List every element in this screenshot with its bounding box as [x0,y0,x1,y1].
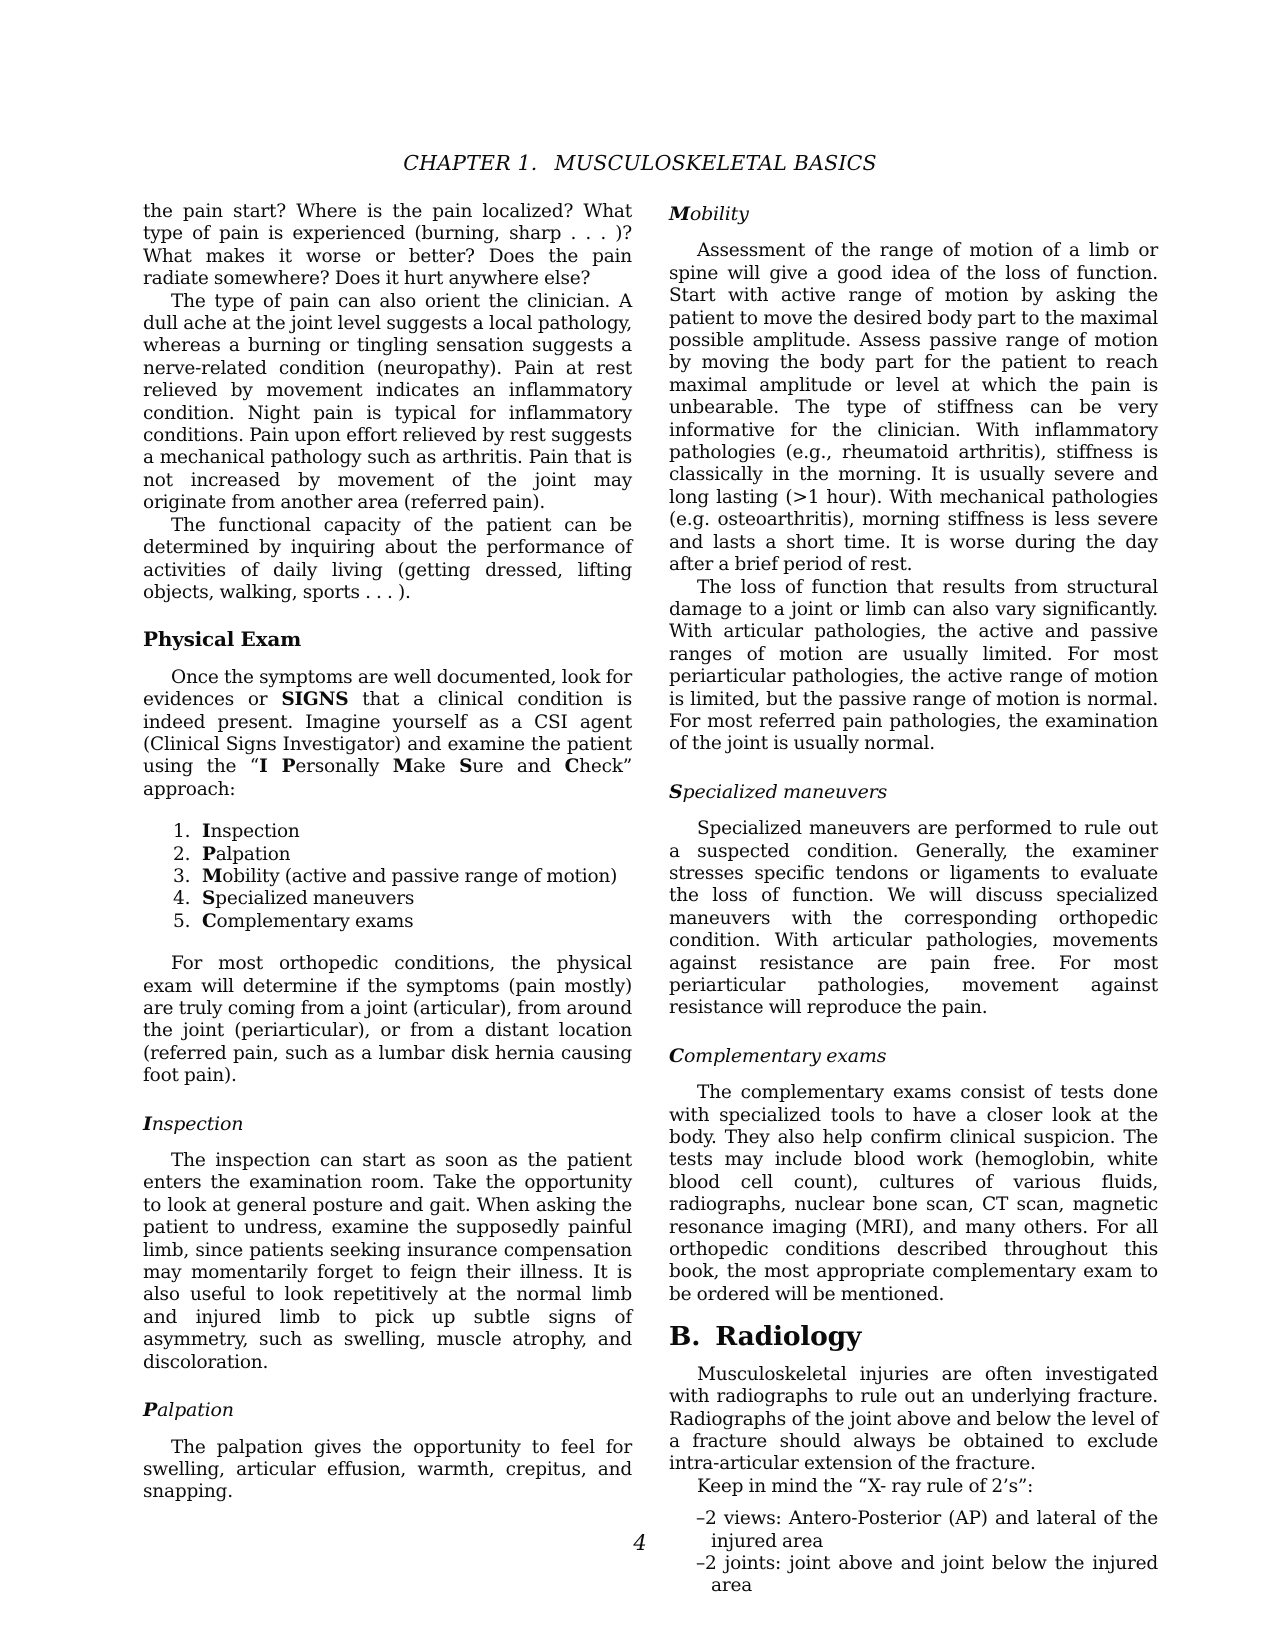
step-initial: C [202,910,217,932]
heading-rest: alpation [157,1399,234,1422]
step-label: obility (active and passive range of motion) [222,865,618,887]
paragraph-complementary-exams: The complementary exams consist of tests done with specialized tools to have a closer look at the body. They also help confirm clinical suspicion. The tests may include blood work (hemoglobin, white blood cell count), cultures of various fluids, radiographs, nuclear bone scan, CT scan, magnetic resonance imaging (MRI), and many others. For all orthopedic conditions described throughout this book, the most appropriate complementary exam to be ordered will be mentioned. [669,1082,1158,1305]
list-item-inspection [173,821,632,843]
chapter-number: CHAPTER 1. [403,151,538,175]
paragraph-pain-questions: the pain start? Where is the pain localized? What type of pain is experienced (burning, sharp . . . )? What makes it worse or better? Does the pain radiate somewhere? Does it hurt anywhere else? [143,201,632,290]
list-number: 2. [173,843,191,865]
paragraph-radiographs: Musculoskeletal injuries are often investigated with radiographs to rule out an underlying fracture. Radiographs of the joint above and below the level of a fracture should always be obtained to exclude intra-articular extension of the fracture. [669,1363,1158,1475]
section-heading-specialized-maneuvers [669,781,1158,803]
intro-bold-m: M [392,756,413,778]
list-item-complementary-exams [173,911,632,933]
intro-segment: Once the symptoms are well documented, look for evidences or [143,666,632,711]
list-number: 5. [173,910,191,932]
heading-label: Radiology [715,1321,862,1353]
step-label: nspection [210,821,300,843]
step-label: omplementary exams [216,910,414,932]
chapter-running-header [130,151,1150,175]
paragraph-palpation: The palpation gives the opportunity to feel for swelling, articular effusion, warmth, crepitus, and snapping. [143,1436,632,1503]
list-number: 3. [173,865,191,887]
intro-bold-signs: SIGNS [281,689,349,711]
heading-rest: obility [689,203,749,225]
intro-segment: ersonally [295,756,393,778]
step-label: pecialized maneuvers [215,888,415,910]
section-heading-physical-exam: Physical Exam [143,627,302,652]
list-item-palpation [173,844,632,866]
section-heading-radiology [669,1321,1158,1353]
intro-segment: that a clinical condition is indeed present. Imagine yourself as a CSI agent (Clinical Signs Investigator) and examine the patient using the “ [143,689,632,778]
step-initial: M [202,865,223,887]
right-column [669,201,1158,1598]
heading-rest: pecialized maneuvers [682,780,888,803]
intro-bold-ip: I P [259,756,296,778]
page-number: 4 [633,1531,647,1555]
section-heading-mobility [669,203,1158,225]
heading-rest: nspection [151,1112,244,1135]
paragraph-for-most-conditions: For most orthopedic conditions, the physical exam will determine if the symptoms (pain mostly) are truly coming from a joint (articular), from around the joint (periarticular), or from a distant location (referred pain, such as a lumbar disk hernia causing foot pain). [143,953,632,1087]
heading-initial: I [143,1112,152,1135]
paragraph-functional-capacity: The functional capacity of the patient can be determined by inquiring about the performance of activities of daily living (getting dressed, lifting objects, walking, sports . . . ). [143,514,632,603]
list-number: 4. [173,888,191,910]
intro-bold-s: S [459,756,473,778]
heading-prefix: B. [669,1321,701,1353]
section-heading-complementary-exams [669,1045,1158,1067]
list-number: 1. [173,821,191,843]
list-item-mobility [173,866,632,888]
chapter-title: MUSCULOSKELETAL BASICS [554,151,877,175]
section-heading-inspection [143,1113,632,1135]
paragraph-type-of-pain: The type of pain can also orient the clinician. A dull ache at the joint level suggests a local pathology, whereas a burning or tingling sensation suggests a nerve-related condition (neuropathy). Pain at rest relieved by movement indicates an inflammatory condition. Night pain is typical for inflammatory conditions. Pain upon effort relieved by rest suggests a mechanical pathology such as arthritis. Pain that is not increased by movement of the joint may originate from another area (referred pain). [143,290,632,514]
paragraph-specialized-maneuvers: Specialized maneuvers are performed to rule out a suspected condition. Generally, the examiner stresses specific tendons or ligaments to evaluate the loss of function. We will discuss specialized maneuvers with the corresponding orthopedic condition. With articular pathologies, movements against resistance are pain free. For most periarticular pathologies, movement against resistance will reproduce the pain. [669,818,1158,1019]
heading-initial: P [143,1399,158,1422]
list-item-2-views: –2 views: Antero-Posterior (AP) and lateral of the injured area [696,1508,1158,1552]
heading-rest: omplementary exams [683,1044,887,1067]
list-item-2-joints: –2 joints: joint above and joint below the injured area [696,1552,1158,1597]
heading-initial: M [669,203,690,225]
heading-initial: S [669,780,683,803]
section-heading-palpation [143,1399,632,1421]
step-label: alpation [215,843,291,865]
paragraph-loss-of-function: The loss of function that results from structural damage to a joint or limb can also vary significantly. With articular pathologies, the active and passive ranges of motion are usually limited. For most periarticular pathologies, the active range of motion is limited, but the passive range of motion is normal. For most referred pain pathologies, the examination of the joint is usually normal. [669,576,1158,755]
intro-segment: ure and [472,756,565,778]
intro-bold-c: C [564,756,580,778]
heading-initial: C [669,1044,684,1067]
paragraph-xray-rule-intro: Keep in mind the “X- ray rule of 2’s”: [697,1475,1034,1497]
list-item-specialized-maneuvers [173,888,632,910]
paragraph-physical-exam-intro [143,667,632,801]
csi-steps-list [173,821,632,933]
step-initial: I [202,821,211,843]
paragraph-mobility-assessment: Assessment of the range of motion of a limb or spine will give a good idea of the loss of function. Start with active range of motion by asking the patient to move the desired body part to the maximal possible amplitude. Assess passive range of motion by moving the body part for the patient to reach maximal amplitude or level at which the pain is unbearable. The type of stiffness can be very informative for the clinician. With inflammatory pathologies (e.g., rheumatoid arthritis), stiffness is classically in the morning. It is usually severe and long lasting (>1 hour). With mechanical pathologies (e.g. osteoarthritis), morning stiffness is less severe and lasts a short time. It is worse during the day after a brief period of rest. [669,240,1158,576]
intro-segment: heck” approach: [143,756,633,800]
step-initial: S [202,888,216,910]
paragraph-inspection: The inspection can start as soon as the patient enters the examination room. Take the opportunity to look at general posture and gait. When asking the patient to undress, examine the supposedly painful limb, since patients seeking insurance compensation may momentarily forget to feign their illness. It is also useful to look repetitively at the normal limb and injured limb to pick up subtle signs of asymmetry, such as swelling, muscle atrophy, and discoloration. [143,1150,632,1373]
left-column [143,201,632,1504]
intro-segment: ake [412,756,460,778]
step-initial: P [202,843,216,865]
